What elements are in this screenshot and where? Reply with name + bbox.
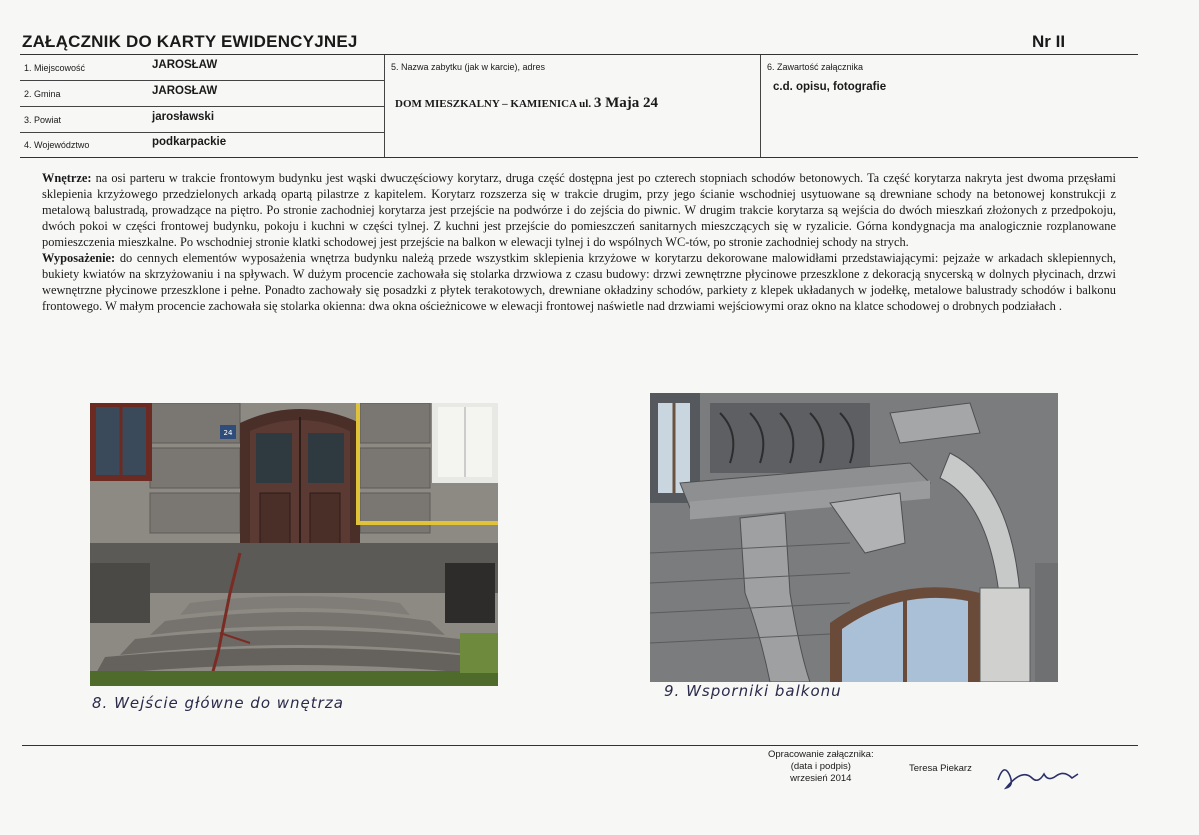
furnishings-paragraph: Wyposażenie: do cennych elementów wyposażenia wnętrza budynku należą przede wszystkim sklepienia krzyżowe w korytarzu dekorowane malowidłami przedstawiającymi: pejzaże w arkadach sklepiennych, bukiety kwiatów na skrzyżowaniu i na spływach. W dużym procencie zachowała się stolarka drzwiowa z czasu budowy: drzwi zewnętrzne płycinowe przeszklone z dekoracją snycerską w dolnych płycinach, drzwi wewnętrzne płycinowe przeszklone i pełne. Ponadto zachowały się posadzki z płytek terakotowych, drewniane okładziny schodów, parkiety z klepek układanych w jodełkę, metalowe balustrady schodów i balkonu frontowego. W małym procencie zachowała się stolarka okienna: dwa okna ościeżnicowe w elewacji frontowej naświetle nad drzwiami wejściowymi oraz okno na klatce schodowej o drobnych podziałach . [42, 251, 1116, 313]
gmina-value: JAROSŁAW [152, 85, 218, 97]
signature-image [992, 758, 1082, 797]
content-column: 6. Zawartość załącznika c.d. opisu, fotografie [760, 55, 1139, 157]
description-text [42, 170, 1116, 314]
attachment-number: Nr II [1032, 32, 1066, 51]
photo-main-entrance [90, 403, 498, 686]
row-powiat: 3. Powiat jarosławski [20, 107, 384, 133]
wojewodztwo-value: podkarpackie [152, 136, 227, 148]
row-wojewodztwo: 4. Województwo podkarpackie [24, 136, 227, 150]
miejscowosc-value: JAROSŁAW [152, 59, 218, 71]
document-title: ZAŁĄCZNIK DO KARTY EWIDENCYJNEJ [22, 32, 358, 51]
monument-column: 5. Nazwa zabytku (jak w karcie), adres DOM MIESZKALNY – KAMIENICA ul. 3 Maja 24 [384, 55, 761, 157]
monument-name: DOM MIESZKALNY – KAMIENICA ul. 3 Maja 24 [395, 95, 658, 111]
content-value: c.d. opisu, fotografie [773, 81, 887, 93]
footer-divider [22, 745, 1138, 746]
interior-paragraph: Wnętrze: na osi parteru w trakcie frontowym budynku jest wąski dwuczęściowy korytarz, druga część dostępna jest po czterech stopniach schodów betonowych. Ta część korytarza nakryta jest dwoma przęsłami sklepienia krzyżowego przedzielonych arkadą opartą pilastrze z kapitelem. Korytarz rozszerza się w trakcie drugim, przy jego ścianie wschodniej usytuowane są drewniane schody na betonowej konstrukcji z metalową balustradą, prowadzące na piętro. Po stronie zachodniej korytarza jest przejście na podwórze i do zejścia do piwnic. W drugim trakcie korytarza są wejścia do dwóch mieszkań złożonych z przedpokoju, dwóch pokoi w części frontowej budynku, pokoju i kuchni w części tylnej. Z kuchni jest przejście do pomieszczeń sanitarnych mieszczących się w ryzalicie. Górna kondygnacja ma analogicznie rozplanowane pomieszczenia mieszkalne. Po wschodniej stronie klatki schodowej jest przejście na balkon w elewacji tylnej i do wspólnych WC-tów, po stronie zachodniej schody na strych. [42, 171, 1116, 249]
location-column [20, 55, 384, 157]
author-name: Teresa Piekarz [909, 763, 972, 774]
house-number-plate: 24 [223, 429, 233, 437]
photo-9-caption: 9. Wsporniki balkonu [664, 682, 842, 700]
powiat-value: jarosławski [152, 111, 215, 123]
header-table [20, 54, 1138, 158]
prepared-by-block: Opracowanie załącznika: (data i podpis) wrzesień 2014 [768, 749, 874, 784]
photo-balcony-brackets [650, 393, 1058, 682]
row-gmina: 2. Gmina JAROSŁAW [20, 81, 384, 107]
photo-8-caption: 8. Wejście główne do wnętrza [92, 694, 344, 712]
row-miejscowosc: 1. Miejscowość JAROSŁAW [20, 55, 384, 81]
